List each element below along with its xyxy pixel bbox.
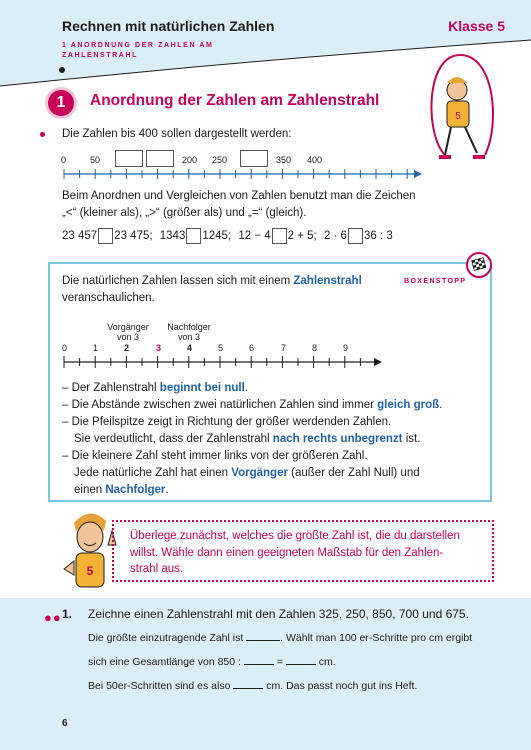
text: Die natürlichen Zahlen lassen sich mit einem: [62, 275, 294, 287]
compare-exercises: [62, 228, 393, 245]
chapter-line-1: 1 ANORDNUNG DER ZAHLEN AM: [62, 42, 214, 49]
tick-label: 3: [156, 343, 162, 353]
svg-text:5: 5: [86, 564, 94, 578]
compare-line-1: Beim Anordnen und Vergleichen von Zahlen benutzt man die Zeichen: [62, 190, 416, 202]
text: veranschaulichen.: [62, 292, 155, 304]
tip-line: Überlege zunächst, welches die größte Zahl ist, die du darstellen: [130, 530, 460, 542]
chapter-label: [62, 41, 262, 61]
tick-label: 0: [62, 343, 68, 353]
rule-4: [62, 448, 482, 465]
text: .: [244, 382, 248, 394]
text: – Die kleinere Zahl steht immer links von der größeren Zahl.: [62, 450, 368, 462]
tick-label: 5: [218, 343, 224, 353]
answer-blank[interactable]: [246, 640, 280, 641]
number-line-0-9: [60, 354, 385, 370]
task-line-3: [88, 680, 417, 692]
keyword: nach rechts unbegrenzt: [272, 433, 403, 445]
intro-text: Die Zahlen bis 400 sollen dargestellt werden:: [62, 128, 292, 140]
axis-label: 50: [90, 155, 101, 165]
tick-label: 6: [249, 343, 255, 353]
comparison-box[interactable]: [186, 228, 201, 244]
expression: 23 475;: [114, 230, 153, 243]
tip-text: [130, 528, 486, 578]
tick-label: 8: [312, 343, 318, 353]
expression: 1245;: [202, 230, 232, 243]
axis-label: 200: [182, 155, 198, 165]
expression: 2 · 6: [323, 230, 347, 243]
nachfolger-label: [165, 322, 213, 342]
text: . Wählt man 100 er-Schritte pro cm ergibt: [280, 632, 473, 644]
rule-2: [62, 397, 482, 414]
comparison-box[interactable]: [98, 228, 113, 244]
task-line-1: [88, 632, 472, 644]
text: Nachfolger: [167, 322, 211, 332]
text: ist.: [402, 433, 421, 445]
task-line-2: [88, 656, 336, 668]
rule-3: [62, 414, 482, 431]
expression: 2 + 5;: [287, 230, 317, 243]
text: von 3: [177, 332, 201, 342]
text: von 3: [116, 332, 140, 342]
text: Die größte einzutragende Zahl ist: [88, 632, 247, 644]
comparison-box[interactable]: [348, 228, 363, 244]
text: – Die Abstände zwischen zwei natürlichen Zahlen sind immer: [62, 399, 378, 411]
expression: 12 − 4: [238, 230, 271, 243]
keyword: beginnt bei null: [159, 382, 245, 394]
text: (außer der Zahl Null) und: [287, 467, 420, 479]
task-title: Zeichne einen Zahlenstrahl mit den Zahlen 325, 250, 850, 700 und 675.: [88, 607, 469, 621]
text: .: [439, 399, 443, 411]
tick-label: 1: [93, 343, 99, 353]
text: .: [165, 484, 169, 496]
number-line-400: [60, 166, 425, 182]
class-label: Klasse 5: [448, 18, 505, 34]
compare-line-2: „<“ (kleiner als), „>“ (größer als) und „=“ (gleich).: [62, 207, 307, 219]
section-title: Anordnung der Zahlen am Zahlenstrahl: [90, 92, 380, 109]
text: =: [273, 656, 286, 668]
empty-answer-box[interactable]: [115, 150, 143, 167]
chapter-line-2: ZAHLENSTRAHL: [62, 52, 138, 59]
checkered-flag-icon: [466, 252, 492, 278]
expression: 36 : 3: [363, 230, 393, 243]
axis-label: 350: [276, 155, 292, 165]
header-title: Rechnen mit natürlichen Zahlen: [62, 18, 275, 34]
task-number: 1.: [62, 607, 73, 621]
keyword: Zahlenstrahl: [293, 275, 362, 287]
text: – Der Zahlenstrahl: [62, 382, 160, 394]
expression: 1343: [159, 230, 186, 243]
text: Vorgänger: [107, 322, 149, 332]
answer-blank[interactable]: [286, 664, 316, 665]
tick-label: 7: [281, 343, 287, 353]
keyword: Vorgänger: [231, 467, 288, 479]
comparison-box[interactable]: [272, 228, 287, 244]
axis-label: 250: [212, 155, 228, 165]
tip-line: willst. Wähle dann einen geeigneten Maßstab für den Zahlen-: [130, 546, 444, 559]
text: – Die Pfeilspitze zeigt in Richtung der größer werdenden Zahlen.: [62, 416, 392, 428]
tick-label: 9: [343, 343, 349, 353]
axis-label: 400: [307, 155, 323, 165]
answer-blank[interactable]: [233, 688, 263, 689]
keyword: Nachfolger: [105, 484, 166, 496]
text: sich eine Gesamtlänge von 850 :: [88, 656, 244, 668]
keyword: gleich groß: [377, 399, 440, 411]
rule-1: [62, 380, 482, 397]
section-number-badge: 1: [48, 90, 74, 116]
empty-answer-box[interactable]: [240, 150, 268, 167]
empty-answer-box[interactable]: [146, 150, 174, 167]
expression: 23 457: [62, 230, 98, 243]
axis-label: 0: [61, 155, 67, 165]
tip-line: strahl aus.: [130, 563, 184, 575]
answer-blank[interactable]: [244, 664, 274, 665]
svg-text:5: 5: [455, 111, 461, 122]
mascot-jumprope-illustration: [415, 45, 505, 185]
tick-label: 4: [187, 343, 193, 353]
vorgaenger-label: [104, 322, 152, 342]
tick-label: 2: [124, 343, 130, 353]
rule-4-cont: [62, 465, 482, 482]
text: Jede natürliche Zahl hat einen: [74, 467, 232, 479]
text: cm. Das passt noch gut ins Heft.: [263, 680, 418, 692]
page-number: 6: [62, 718, 68, 729]
rule-3-cont: [62, 431, 482, 448]
difficulty-dots-icon: ●●: [44, 610, 62, 625]
bullet-icon: [40, 132, 45, 137]
text: cm.: [315, 656, 336, 668]
text: Bei 50er-Schritten sind es also: [88, 680, 234, 692]
boxenstopp-label: BOXENSTOPP: [404, 278, 467, 285]
boxenstopp-intro: [62, 273, 392, 307]
text: Sie verdeutlicht, dass der Zahlenstrahl: [74, 433, 273, 445]
rule-4-cont-2: [62, 482, 482, 499]
text: einen: [74, 484, 106, 496]
boxenstopp-rules: [62, 380, 482, 499]
